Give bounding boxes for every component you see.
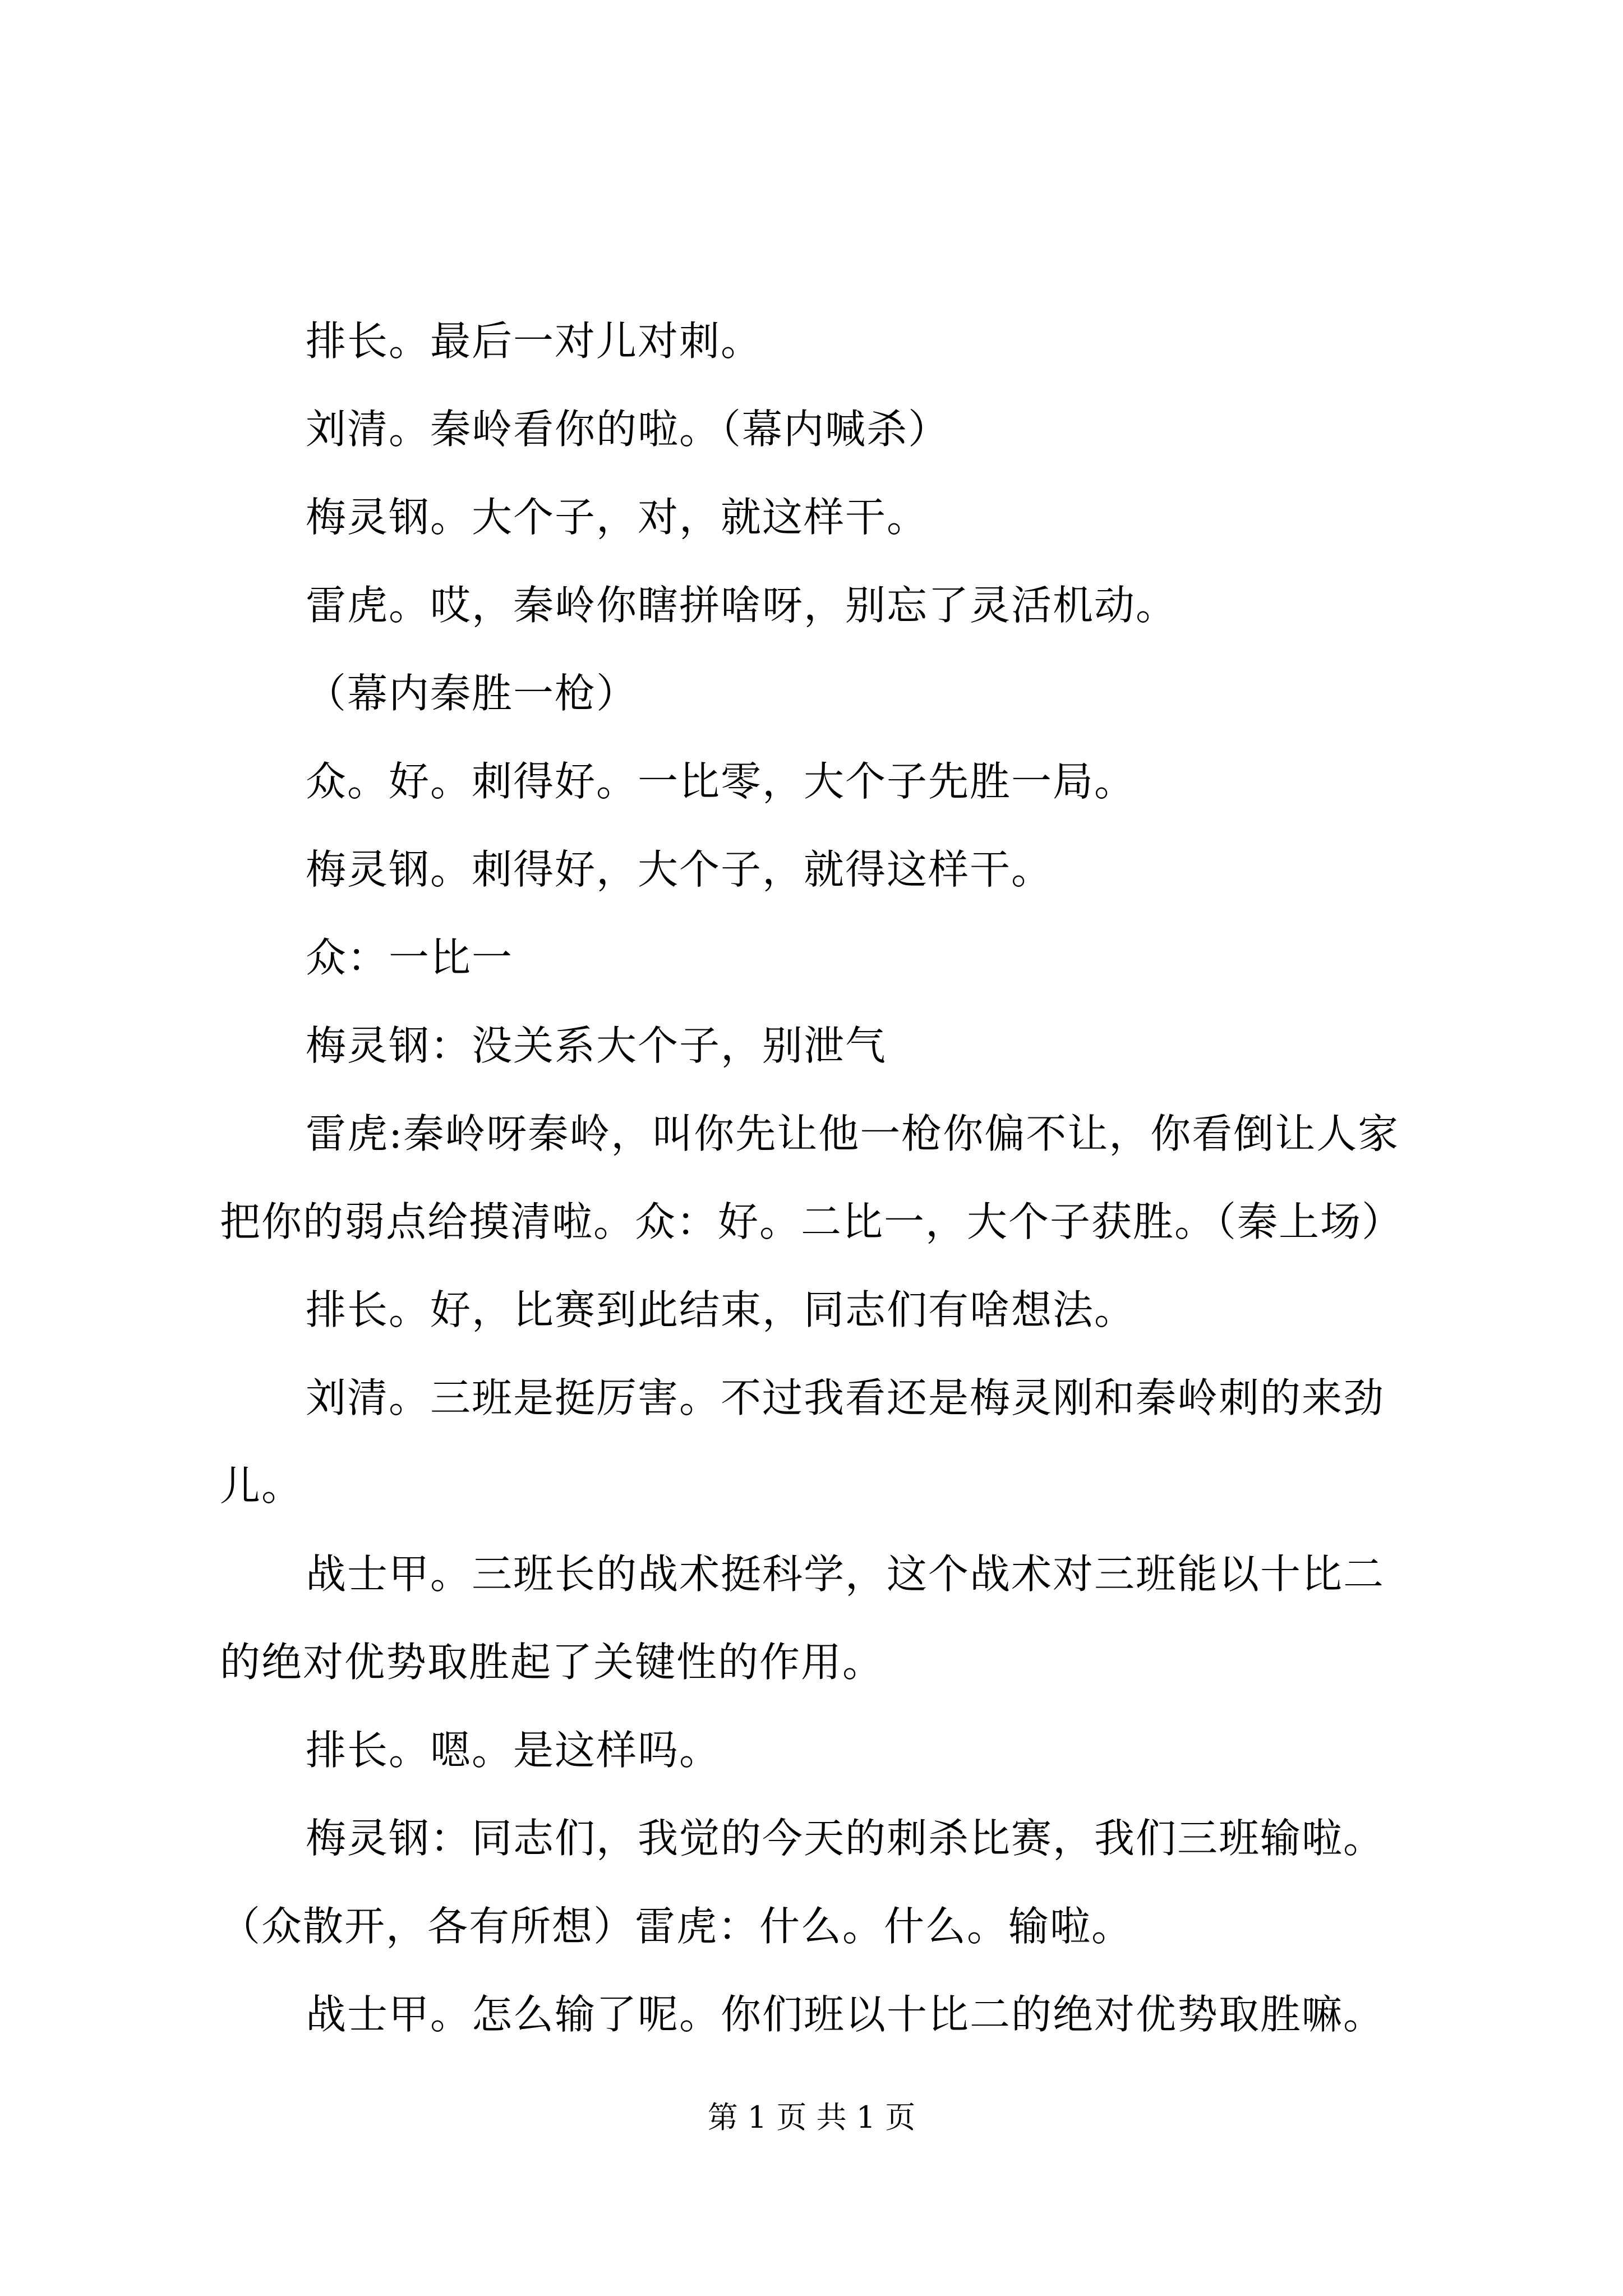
paragraph-7: 梅灵钢。刺得好，大个子，就得这样干。 xyxy=(306,846,1053,893)
paragraph-4: 雷虎。哎，秦岭你瞎拼啥呀，别忘了灵活机动。 xyxy=(306,582,1178,629)
paragraph-8: 众：一比一 xyxy=(306,934,514,981)
page-footer: 第 1 页 共 1 页 xyxy=(707,2100,916,2135)
paragraph-12: 刘清。三班是挺厉害。不过我看还是梅灵刚和秦岭刺的来劲儿。 xyxy=(220,1374,1385,1510)
paragraph-3: 梅灵钢。大个子，对，就这样干。 xyxy=(306,494,929,541)
body-text xyxy=(220,297,1423,2059)
paragraph-9: 梅灵钢：没关系大个子，别泄气 xyxy=(306,1022,887,1069)
paragraph-15: 梅灵钢：同志们，我觉的今天的刺杀比赛，我们三班输啦。（众散开，各有所想）雷虎：什么。什么。输啦。 xyxy=(220,1815,1385,1950)
paragraph-1: 排长。最后一对儿对刺。 xyxy=(306,318,763,365)
paragraph-2: 刘清。秦岭看你的啦。（幕内喊杀） xyxy=(306,406,950,453)
paragraph-5: （幕内秦胜一枪） xyxy=(306,670,638,717)
paragraph-13: 战士甲。三班长的战术挺科学，这个战术对三班能以十比二的绝对优势取胜起了关键性的作用。 xyxy=(220,1550,1385,1686)
paragraph-16: 战士甲。怎么输了呢。你们班以十比二的绝对优势取胜嘛。 xyxy=(306,1991,1385,2038)
paragraph-14: 排长。嗯。是这样吗。 xyxy=(306,1727,721,1774)
paragraph-6: 众。好。刺得好。一比零，大个子先胜一局。 xyxy=(306,758,1136,805)
paragraph-11: 排长。好，比赛到此结束，同志们有啥想法。 xyxy=(306,1286,1136,1333)
paragraph-10: 雷虎:秦岭呀秦岭，叫你先让他一枪你偏不让，你看倒让人家把你的弱点给摸清啦。众：好。二比一，大个子获胜。（秦上场） xyxy=(220,1110,1404,1245)
